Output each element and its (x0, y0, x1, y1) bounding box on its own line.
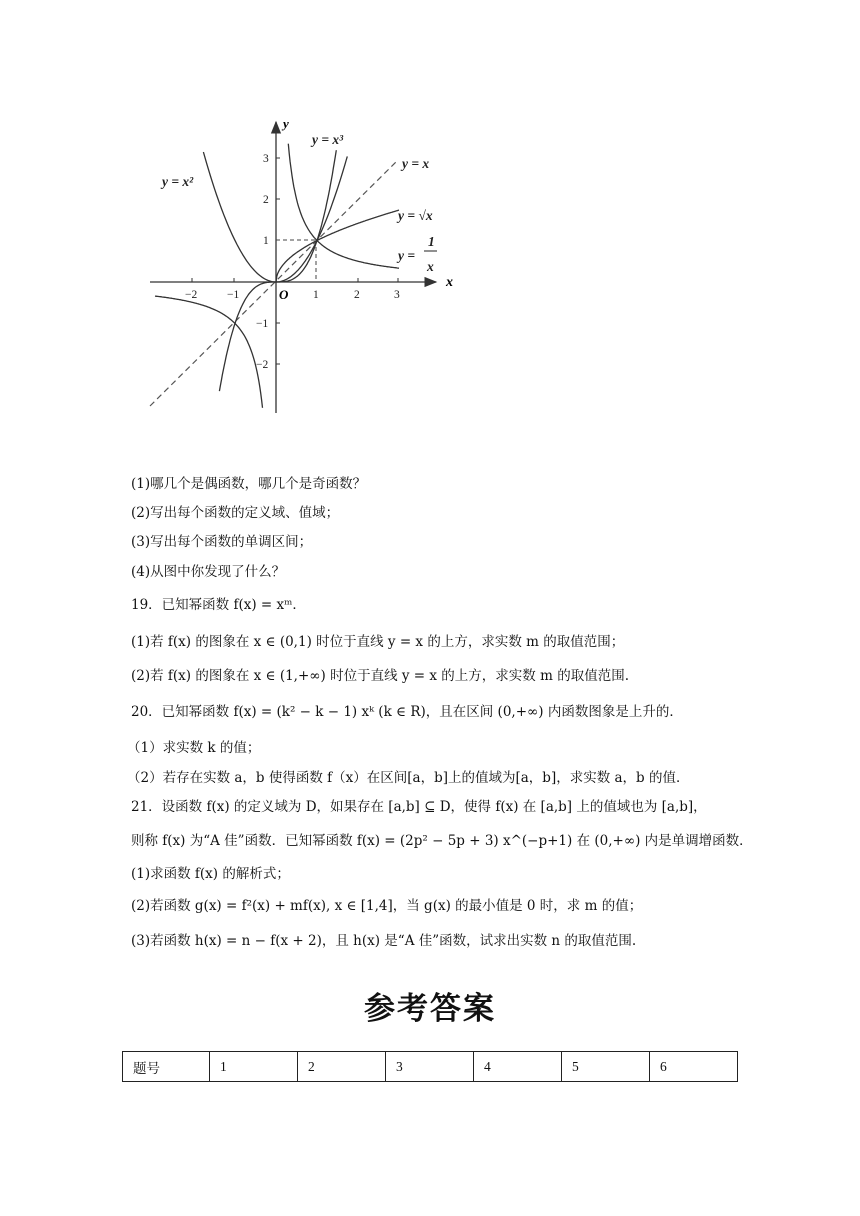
label-cube: y = x³ (312, 132, 344, 147)
q21-stem-2: 则称 f(x) 为“A 佳”函数．已知幂函数 f(x) = (2p² − 5p + 3) x^(−p+1) 在 (0,+∞) 内是单调增函数． (131, 833, 753, 849)
curve-reciprocal-neg (155, 296, 263, 408)
x-tick-label: 3 (394, 289, 400, 301)
question-3: (3)写出每个函数的单调区间； (131, 534, 313, 550)
table-header-cell: 题号 (123, 1052, 210, 1082)
y-tick-label: 2 (263, 194, 269, 206)
q20-part2: （2）若存在实数 a，b 使得函数 f（x）在区间[a，b]上的值域为[a，b]，求实数 a，b 的值． (127, 770, 690, 786)
table-cell: 6 (650, 1052, 738, 1082)
table-row (123, 1052, 738, 1082)
label-reciprocal-lhs: y = (398, 248, 416, 263)
origin-label: O (279, 287, 289, 302)
x-tick-label: 1 (313, 289, 319, 301)
q19-part1: (1)若 f(x) 的图象在 x ∈ (0,1) 时位于直线 y = x 的上方，求实数 m 的取值范围； (131, 634, 625, 650)
y-tick-label: 3 (263, 153, 269, 165)
q20-part1: （1）求实数 k 的值； (127, 740, 261, 756)
x-tick-label: −2 (185, 289, 198, 301)
curve-sqrt (276, 210, 399, 282)
curve-cube (219, 150, 336, 391)
x-axis-label: x (446, 275, 453, 290)
y-tick-label: −1 (256, 318, 269, 330)
curve-identity (150, 160, 398, 406)
y-tick-label: −2 (256, 359, 269, 371)
q19-stem: 19．已知幂函数 f(x) = xᵐ． (131, 597, 306, 613)
label-identity: y = x (402, 156, 430, 171)
curve-reciprocal-pos (288, 144, 399, 269)
table-cell: 2 (298, 1052, 386, 1082)
y-axis-label: y (283, 116, 289, 131)
q21-part2: (2)若函数 g(x) = f²(x) + mf(x), x ∈ [1,4]，当 g(x) 的最小值是 0 时，求 m 的值； (131, 898, 643, 914)
y-tick-label: 1 (263, 235, 269, 247)
q21-stem-1: 21．设函数 f(x) 的定义域为 D，如果存在 [a,b] ⊆ D，使得 f(x) 在 [a,b] 上的值域也为 [a,b]， (131, 799, 707, 815)
question-1: (1)哪几个是偶函数，哪几个是奇函数？ (131, 476, 367, 492)
answer-table (122, 1051, 738, 1082)
table-cell: 4 (474, 1052, 562, 1082)
q21-part3: (3)若函数 h(x) = n − f(x + 2)，且 h(x) 是“A 佳”函数，试求出实数 n 的取值范围. (131, 933, 637, 949)
q21-part1: (1)求函数 f(x) 的解析式； (131, 866, 290, 882)
power-function-figure (140, 108, 480, 418)
label-sqrt: y = √x (398, 208, 433, 223)
answer-section-title: 参考答案 (364, 991, 496, 1027)
label-square: y = x² (162, 174, 194, 189)
power-function-graph (140, 108, 480, 418)
q20-stem: 20．已知幂函数 f(x) = (k² − k − 1) xᵏ (k ∈ R)，且在区间 (0,+∞) 内函数图象是上升的． (131, 704, 683, 720)
table-cell: 3 (386, 1052, 474, 1082)
q19-part2: (2)若 f(x) 的图象在 x ∈ (1,+∞) 时位于直线 y = x 的上方，求实数 m 的取值范围. (131, 668, 629, 684)
question-4: (4)从图中你发现了什么？ (131, 564, 286, 580)
x-tick-label: 2 (354, 289, 360, 301)
table-cell: 5 (562, 1052, 650, 1082)
label-reciprocal-num: 1 (428, 234, 435, 249)
label-reciprocal-den: x (427, 259, 434, 274)
x-tick-label: −1 (227, 289, 240, 301)
table-cell: 1 (210, 1052, 298, 1082)
question-2: (2)写出每个函数的定义域、值域； (131, 505, 340, 521)
